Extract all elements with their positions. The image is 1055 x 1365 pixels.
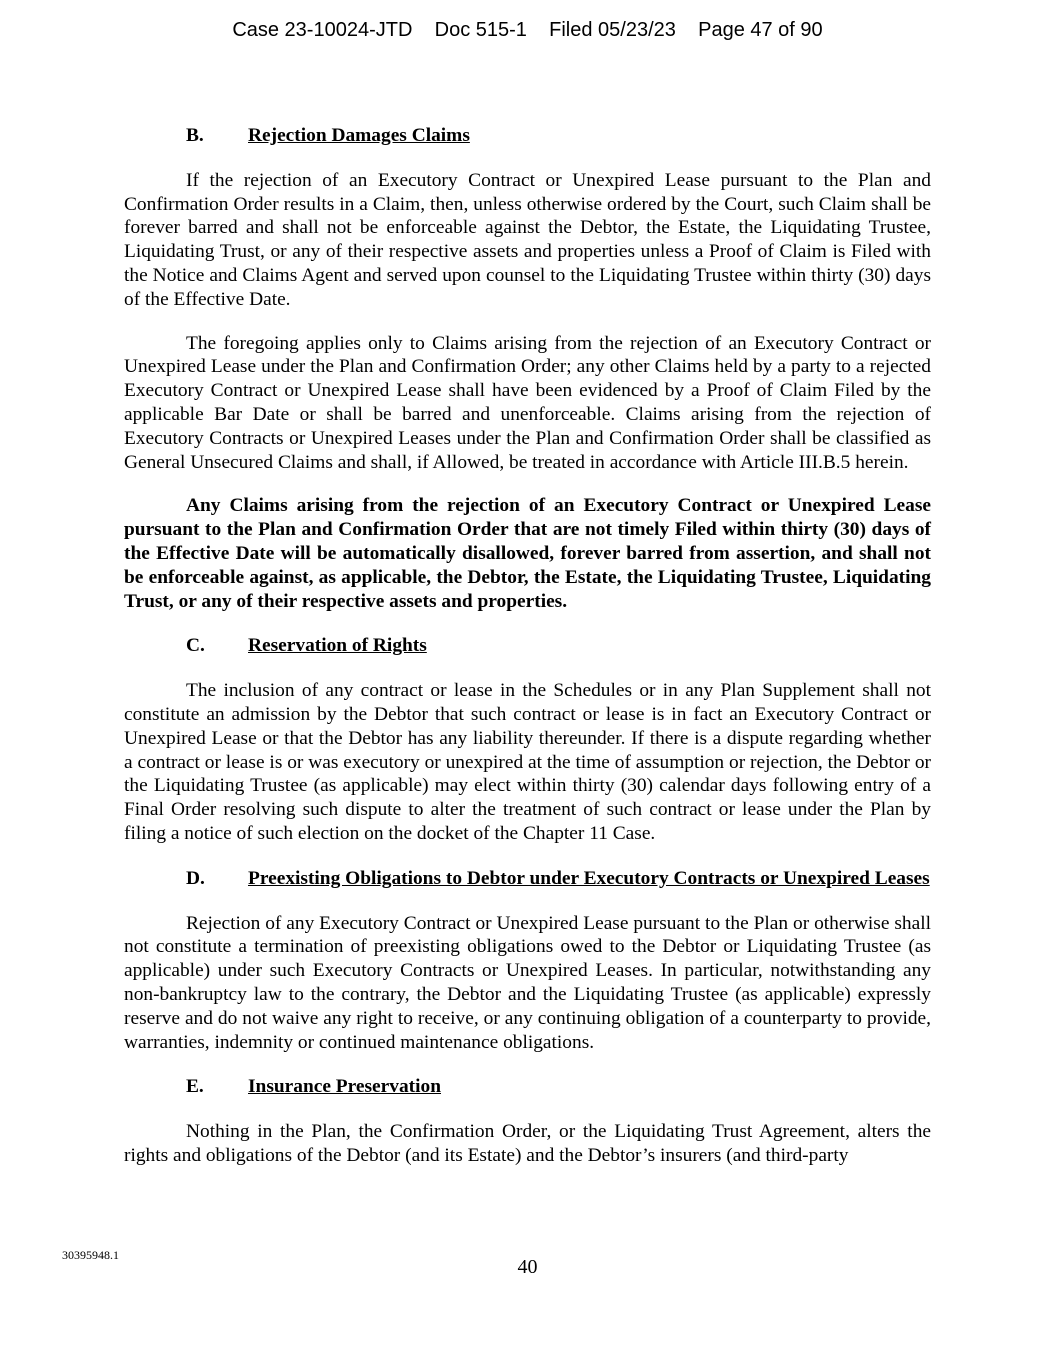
section-heading-d bbox=[124, 867, 931, 891]
section-letter: B. bbox=[186, 125, 204, 146]
paragraph: Nothing in the Plan, the Confirmation Order, or the Liquidating Trust Agreement, alters the rights and obligations of the Debtor (and its Estate) and the Debtor’s insurers (and third-party bbox=[124, 1121, 931, 1166]
page-number: 40 bbox=[517, 1256, 538, 1278]
paragraph: The inclusion of any contract or lease in the Schedules or in any Plan Supplement shall not constitute an admission by the Debtor that such contract or lease is in fact an Executory Contract or Unexpired Lease or that the Debtor has any liability thereunder. If there is a dispute regarding whether a contract or lease is or was executory or unexpired at the time of assumption or rejection, the Debtor or the Liquidating Trustee (as applicable) may elect within thirty (30) calendar days following entry of a Final Order resolving such dispute to alter the treatment of such contract or lease under the Plan by filing a notice of such election on the docket of the Chapter 11 Case. bbox=[124, 680, 931, 844]
section-title: Insurance Preservation bbox=[248, 1076, 441, 1098]
section-title: Rejection Damages Claims bbox=[248, 125, 470, 146]
paragraph: Rejection of any Executory Contract or Unexpired Lease pursuant to the Plan or otherwise shall not constitute a termination of preexisting obligations owed to the Debtor or Liquidating Trustee (as applicable) under such Executory Contracts or Unexpired Leases. In particular, notwithstanding any non-bankruptcy law to the contrary, the Debtor and the Liquidating Trustee (as applicable) expressly reserve and do not waive any right to receive, or any continuing obligation of a counterparty to provide, warranties, indemnity or continued maintenance obligations. bbox=[124, 912, 931, 1053]
paragraph: If the rejection of an Executory Contract or Unexpired Lease pursuant to the Plan and Confirmation Order results in a Claim, then, unless otherwise ordered by the Court, such Claim shall be forever barred and shall not be enforceable against the Debtor, the Estate, the Liquidating Trustee, Liquidating Trust, or any of their respective assets and properties unless a Proof of Claim is Filed with the Notice and Claims Agent and served upon counsel to the Liquidating Trustee within thirty (30) days of the Effective Date. bbox=[124, 169, 931, 310]
section-heading-c bbox=[124, 634, 931, 658]
document-id: 30395948.1 bbox=[62, 1248, 119, 1262]
section-title: Reservation of Rights bbox=[248, 635, 427, 657]
bold-paragraph: Any Claims arising from the rejection of an Executory Contract or Unexpired Lease pursuant to the Plan and Confirmation Order that are not timely Filed within thirty (30) days of the Effective Date will be automatically disallowed, forever barred from assertion, and shall not be enforceable against, as applicable, the Debtor, the Estate, the Liquidating Trustee, Liquidating Trust, or any of their respective assets and properties. bbox=[124, 495, 931, 612]
section-letter: E. bbox=[186, 1076, 204, 1098]
document-body bbox=[124, 124, 931, 1168]
section-letter: D. bbox=[186, 867, 205, 889]
case-header: Case 23-10024-JTD Doc 515-1 Filed 05/23/23 Page 47 of 90 bbox=[232, 19, 823, 41]
paragraph: The foregoing applies only to Claims arising from the rejection of an Executory Contract or Unexpired Lease under the Plan and Confirmation Order; any other Claims held by a party to a rejected Executory Contract or Unexpired Lease shall have been evidenced by a Proof of Claim Filed by the applicable Bar Date or shall be barred and unenforceable. Claims arising from the rejection of Executory Contracts or Unexpired Leases under the Plan and Confirmation Order shall be classified as General Unsecured Claims and shall, if Allowed, be treated in accordance with Article III.B.5 herein. bbox=[124, 332, 931, 473]
section-letter: C. bbox=[186, 635, 205, 657]
section-heading-e bbox=[124, 1075, 931, 1099]
section-title: Preexisting Obligations to Debtor under Executory Contracts or Unexpired Leases bbox=[248, 867, 930, 889]
section-heading-b bbox=[124, 124, 931, 148]
